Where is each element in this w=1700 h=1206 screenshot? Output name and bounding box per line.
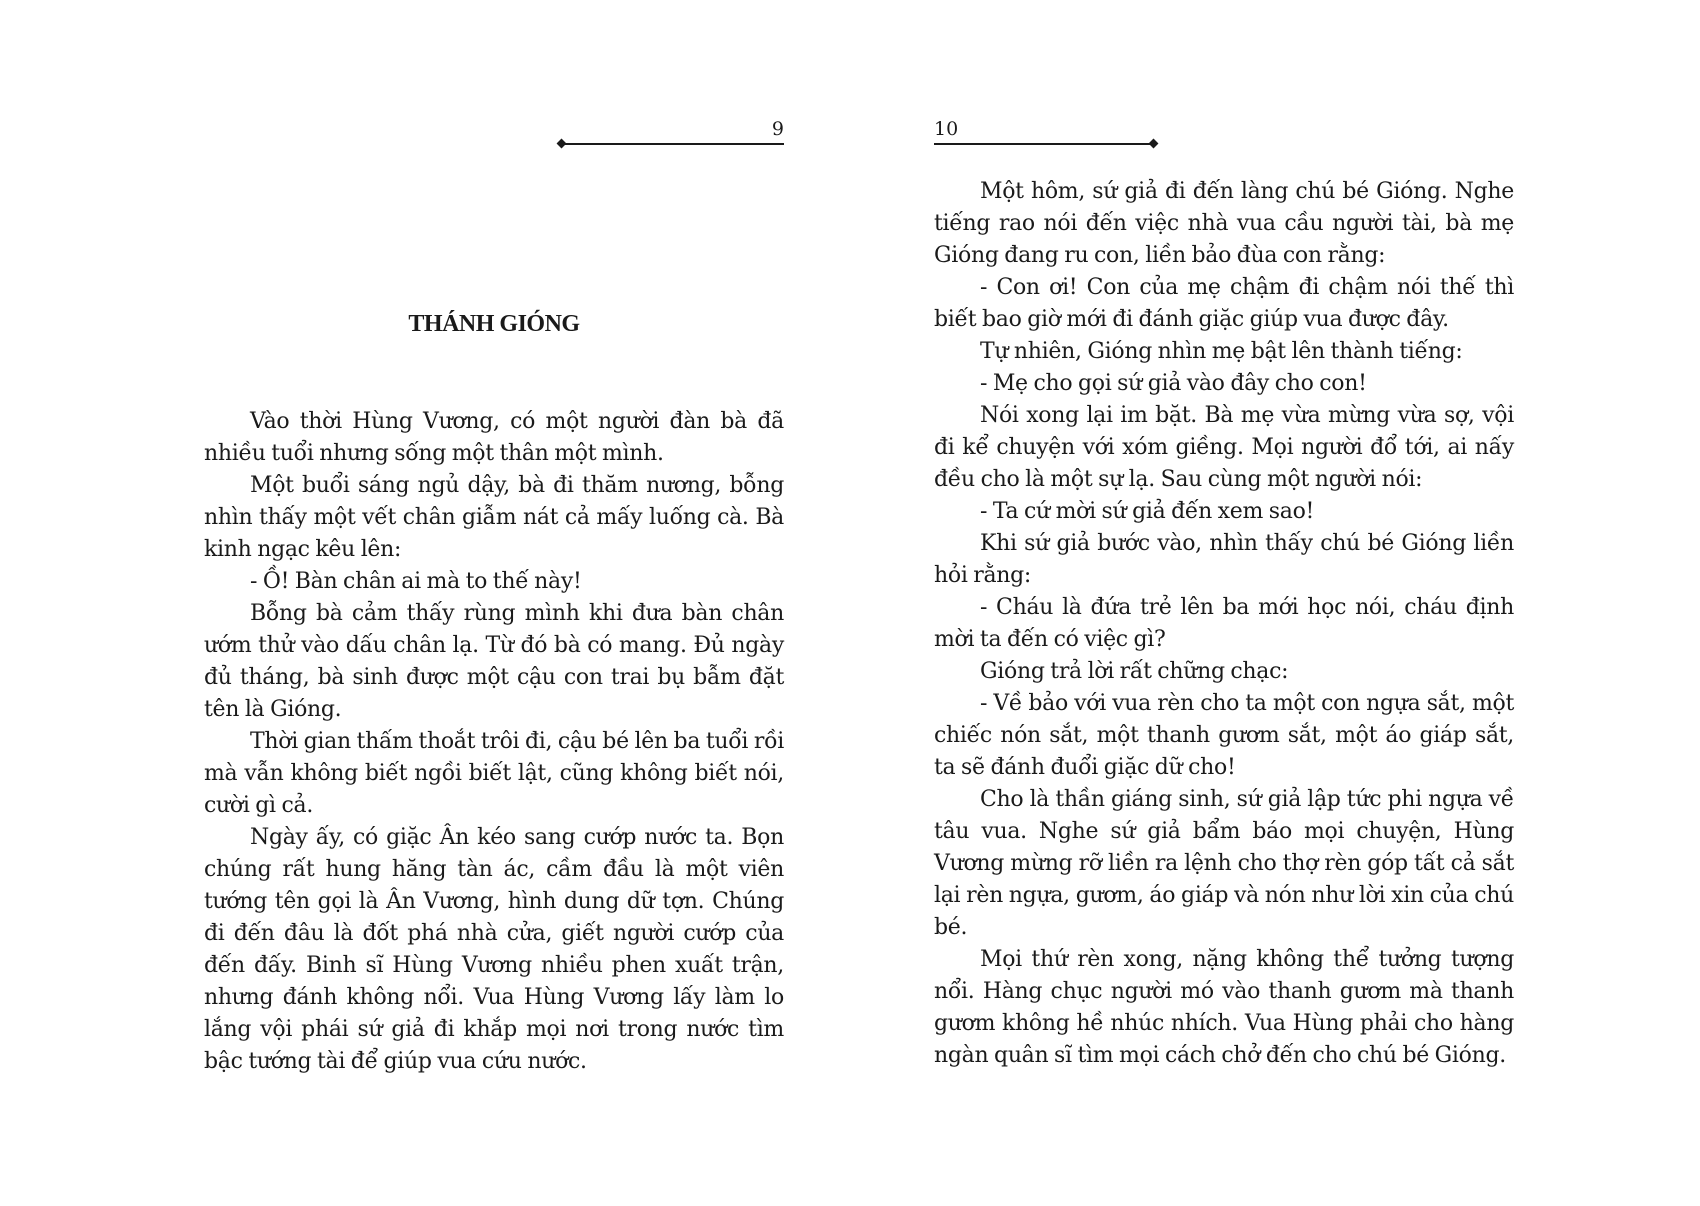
paragraph: - Ta cứ mời sứ giả đến xem sao! [980, 499, 1315, 524]
left-page-body [204, 406, 784, 1078]
paragraph: Cho là thần giáng sinh, sứ giả lập tức phi ngựa về tâu vua. Nghe sứ giả bẩm báo mọi chuyện, Hùng Vương mừng rỡ liền ra lệnh cho thợ rèn góp tất cả sắt lại rèn ngựa, gươm, áo giáp và nón như lời xin của chú bé. [934, 787, 1514, 940]
paragraph: Nói xong lại im bặt. Bà mẹ vừa mừng vừa sợ, vội đi kể chuyện với xóm giềng. Mọi người đổ tới, ai nấy đều cho là một sự lạ. Sau cùng một người nói: [934, 403, 1514, 492]
paragraph: Khi sứ giả bước vào, nhìn thấy chú bé Gióng liền hỏi rằng: [934, 531, 1514, 588]
right-page-body [934, 176, 1514, 1072]
right-page-header [934, 118, 1514, 148]
paragraph: - Về bảo với vua rèn cho ta một con ngựa sắt, một chiếc nón sắt, một thanh gươm sắt, một áo giáp sắt, ta sẽ đánh đuổi giặc dữ cho! [934, 691, 1514, 780]
paragraph: - Mẹ cho gọi sứ giả vào đây cho con! [980, 371, 1367, 396]
diamond-ornament-icon [1149, 139, 1159, 149]
left-page-header [204, 118, 784, 148]
paragraph: Thời gian thấm thoắt trôi đi, cậu bé lên ba tuổi rồi mà vẫn không biết ngồi biết lật, cũng không biết nói, cười gì cả. [204, 729, 784, 818]
paragraph: Một buổi sáng ngủ dậy, bà đi thăm nương, bỗng nhìn thấy một vết chân giẫm nát cả mấy luống cà. Bà kinh ngạc kêu lên: [204, 473, 784, 562]
paragraph: Tự nhiên, Gióng nhìn mẹ bật lên thành tiếng: [980, 339, 1463, 364]
paragraph: Một hôm, sứ giả đi đến làng chú bé Gióng. Nghe tiếng rao nói đến việc nhà vua cầu người tài, bà mẹ Gióng đang ru con, liền bảo đùa con rằng: [934, 179, 1514, 268]
page-number: 10 [934, 118, 959, 140]
header-rule [934, 143, 1154, 145]
paragraph: Mọi thứ rèn xong, nặng không thể tưởng tượng nổi. Hàng chục người mó vào thanh gươm mà thanh gươm không hề nhúc nhích. Vua Hùng phải cho hàng ngàn quân sĩ tìm mọi cách chở đến cho chú bé Gióng. [934, 947, 1514, 1068]
paragraph: - Cháu là đứa trẻ lên ba mới học nói, cháu định mời ta đến có việc gì? [934, 595, 1514, 652]
paragraph: - Ồ! Bàn chân ai mà to thế này! [250, 569, 582, 594]
header-rule [562, 143, 784, 145]
story-title: THÁNH GIÓNG [408, 311, 580, 337]
paragraph: - Con ơi! Con của mẹ chậm đi chậm nói thế thì biết bao giờ mới đi đánh giặc giúp vua được đây. [934, 275, 1514, 332]
paragraph: Gióng trả lời rất chững chạc: [980, 659, 1289, 684]
paragraph: Bỗng bà cảm thấy rùng mình khi đưa bàn chân ướm thử vào dấu chân lạ. Từ đó bà có mang. Đủ ngày đủ tháng, bà sinh được một cậu con trai bụ bẫm đặt tên là Gióng. [204, 601, 784, 722]
paragraph: Ngày ấy, có giặc Ân kéo sang cướp nước ta. Bọn chúng rất hung hăng tàn ác, cầm đầu là một viên tướng tên gọi là Ân Vương, hình dung dữ tợn. Chúng đi đến đâu là đốt phá nhà cửa, giết người cướp của đến đấy. Binh sĩ Hùng Vương nhiều phen xuất trận, nhưng đánh không nổi. Vua Hùng Vương lấy làm lo lắng vội phái sứ giả đi khắp mọi nơi trong nước tìm bậc tướng tài để giúp vua cứu nước. [204, 825, 784, 1074]
paragraph: Vào thời Hùng Vương, có một người đàn bà đã nhiều tuổi nhưng sống một thân một mình. [204, 409, 784, 466]
page-number: 9 [771, 118, 784, 140]
